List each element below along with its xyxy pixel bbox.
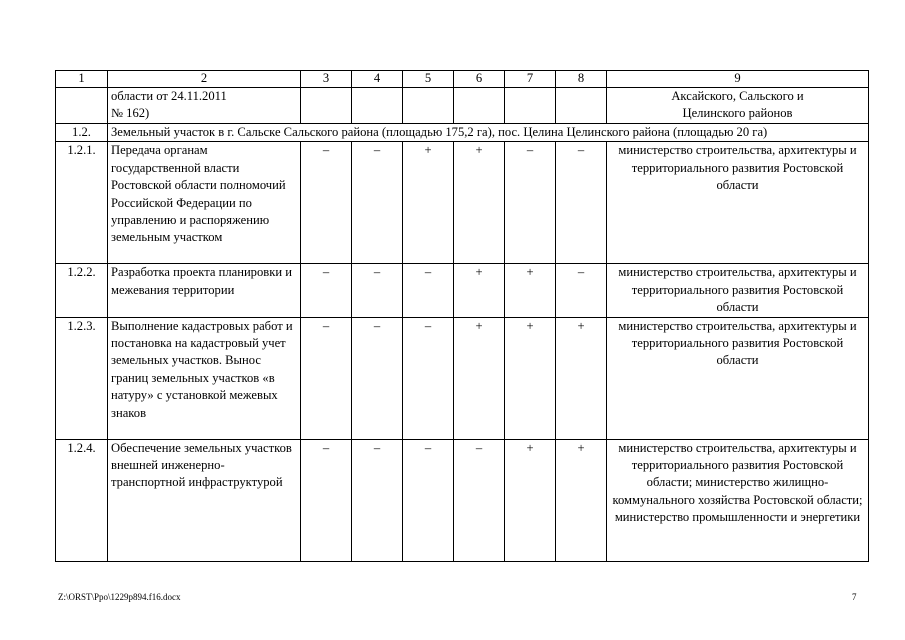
document-table <box>55 70 869 562</box>
table-row <box>56 317 869 439</box>
header-cell: 2 <box>108 71 301 88</box>
header-cell: 6 <box>454 71 505 88</box>
table-row <box>56 264 869 317</box>
continuation-line-1: области от 24.11.2011 <box>111 89 227 103</box>
mark-cell: – <box>301 142 352 264</box>
header-cell: 1 <box>56 71 108 88</box>
mark-cell: + <box>505 264 556 317</box>
mark-cell: – <box>403 439 454 561</box>
responsible-cell: министерство строительства, архитектуры и территориального развития Ростовской области; министерство жилищно-коммунального хозяйства Ростовской области; министерство промышленности и энергетики <box>607 439 869 561</box>
mark-cell: + <box>505 317 556 439</box>
header-cell: 3 <box>301 71 352 88</box>
continuation-line-2: № 162) <box>111 106 150 121</box>
row-number: 1.2.3. <box>56 317 108 439</box>
row-number: 1.2.2. <box>56 264 108 317</box>
header-cell: 5 <box>403 71 454 88</box>
mark-cell: – <box>556 264 607 317</box>
footer-file-path: Z:\ORST\Ppo\1229p894.f16.docx <box>58 592 181 602</box>
mark-cell: – <box>352 264 403 317</box>
mark-cell: – <box>301 317 352 439</box>
measure-name: Передача органам государственной власти Ростовской области полномочий Российской Федерации по управлению и распоряжению земельным участком <box>108 142 301 264</box>
mark-cell: + <box>454 317 505 439</box>
row-number: 1.2.1. <box>56 142 108 264</box>
measure-name: Выполнение кадастровых работ и постановка на кадастровый учет земельных участков. Вынос границ земельных участков «в натуру» с установкой межевых знаков <box>108 317 301 439</box>
mark-cell: + <box>556 317 607 439</box>
responsible-cell: министерство строительства, архитектуры и территориального развития Ростовской области <box>607 264 869 317</box>
section-number: 1.2. <box>56 124 108 142</box>
mark-cell: + <box>505 439 556 561</box>
mark-cell: + <box>403 142 454 264</box>
header-row <box>56 71 869 88</box>
mark-cell: – <box>352 439 403 561</box>
mark-cell: – <box>352 317 403 439</box>
row-number-cell <box>56 88 108 124</box>
section-row <box>56 124 869 142</box>
header-cell: 9 <box>607 71 869 88</box>
row-number: 1.2.4. <box>56 439 108 561</box>
header-cell: 8 <box>556 71 607 88</box>
mark-cell: – <box>454 439 505 561</box>
responsible-cell: министерство строительства, архитектуры и территориального развития Ростовской области <box>607 142 869 264</box>
table-row <box>56 142 869 264</box>
page-number: 7 <box>852 592 857 602</box>
mark-cell: – <box>301 264 352 317</box>
mark-cell: – <box>403 264 454 317</box>
section-title: Земельный участок в г. Сальске Сальского района (площадью 175,2 га), пос. Целина Целинского района (площадью 20 га) <box>108 124 869 142</box>
measure-name: Разработка проекта планировки и межевания территории <box>108 264 301 317</box>
continuation-row <box>56 88 869 124</box>
mark-cell: + <box>454 264 505 317</box>
mark-cell: – <box>301 439 352 561</box>
mark-cell: – <box>403 317 454 439</box>
mark-cell: + <box>556 439 607 561</box>
measure-name-cell <box>108 88 301 124</box>
responsible-cell: Аксайского, Сальского и Целинского районов <box>607 88 869 124</box>
header-cell: 4 <box>352 71 403 88</box>
responsible-cell: министерство строительства, архитектуры и территориального развития Ростовской области <box>607 317 869 439</box>
mark-cell: – <box>505 142 556 264</box>
table-row <box>56 439 869 561</box>
mark-cell: + <box>454 142 505 264</box>
header-cell: 7 <box>505 71 556 88</box>
mark-cell: – <box>352 142 403 264</box>
measure-name: Обеспечение земельных участков внешней инженерно-транспортной инфраструктурой <box>108 439 301 561</box>
mark-cell: – <box>556 142 607 264</box>
